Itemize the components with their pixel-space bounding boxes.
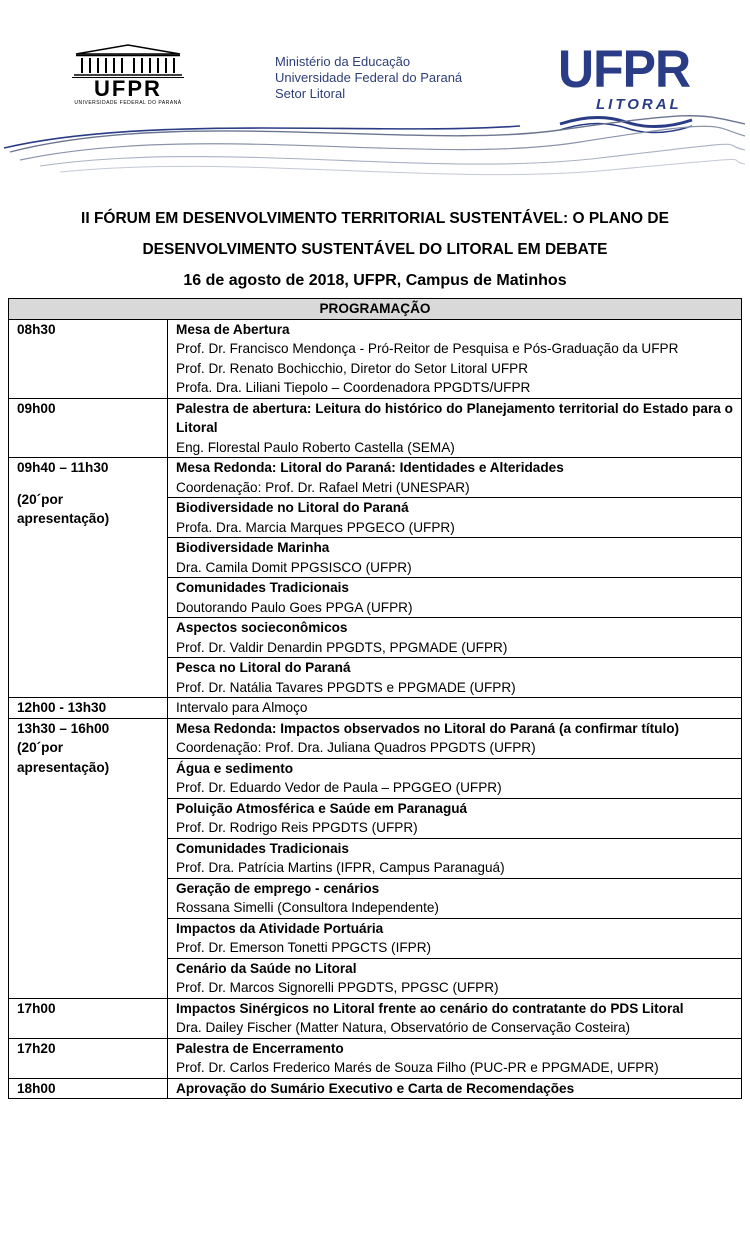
talk-speaker: Prof. Dr. Rodrigo Reis PPGDTS (UFPR) <box>176 820 418 835</box>
talk-speaker: Prof. Dr. Eduardo Vedor de Paula – PPGGEO (UFPR) <box>176 780 502 795</box>
talk-cell <box>168 498 742 538</box>
table-row <box>9 398 742 458</box>
program-header: PROGRAMAÇÃO <box>9 299 742 320</box>
session-title: Palestra de Encerramento <box>176 1040 344 1056</box>
talk-title: Água e sedimento <box>176 760 294 776</box>
row-content: Intervalo para Almoço <box>168 698 742 719</box>
talk-cell <box>168 838 742 878</box>
speaker-line: Prof. Dr. Francisco Mendonça - Pró-Reitor de Pesquisa e Pós-Graduação da UFPR <box>176 341 679 356</box>
speaker-line: Profa. Dra. Liliani Tiepolo – Coordenadora PPGDTS/UFPR <box>176 380 531 395</box>
coordination-line: Coordenação: Prof. Dra. Juliana Quadros PPGDTS (UFPR) <box>176 740 536 755</box>
table-row <box>9 458 742 498</box>
row-time: 09h00 <box>9 398 168 458</box>
sector-line: Setor Litoral <box>275 86 346 101</box>
talk-title: Biodiversidade Marinha <box>176 540 330 555</box>
talk-speaker: Prof. Dr. Emerson Tonetti PPGCTS (IFPR) <box>176 940 432 955</box>
left-logo-word: UFPR <box>94 76 162 101</box>
table-row <box>9 998 742 1038</box>
coordination-line: Coordenação: Prof. Dr. Rafael Metri (UNESPAR) <box>176 479 470 495</box>
table-header-row <box>9 299 742 320</box>
row-content <box>168 1038 742 1078</box>
talk-cell <box>168 618 742 658</box>
talk-cell <box>168 578 742 618</box>
page-header <box>0 0 750 190</box>
talk-title: Comunidades Tradicionais <box>176 840 349 856</box>
decorative-wave <box>0 100 750 190</box>
university-line: Universidade Federal do Paraná <box>275 70 463 85</box>
talk-title: Biodiversidade no Litoral do Paraná <box>176 500 409 515</box>
talk-speaker: Prof. Dr. Natália Tavares PPGDTS e PPGMADE (UFPR) <box>176 679 516 695</box>
row-time-block <box>9 458 168 698</box>
talk-cell <box>168 878 742 918</box>
ministry-line: Ministério da Educação <box>275 54 411 69</box>
title-line-1: II FÓRUM EM DESENVOLVIMENTO TERRITORIAL SUSTENTÁVEL: O PLANO DE <box>81 210 669 227</box>
speaker-line: Prof. Dr. Carlos Frederico Marés de Souza Filho (PUC-PR e PPGMADE, UFPR) <box>176 1060 659 1075</box>
row-time: 13h30 – 16h00 <box>17 720 110 736</box>
row-content <box>168 998 742 1038</box>
row-time: 17h20 <box>9 1038 168 1078</box>
talk-title: Geração de emprego - cenários <box>176 880 380 896</box>
speaker-line: Prof. Dr. Renato Bochicchio, Diretor do Setor Litoral UFPR <box>176 360 529 376</box>
right-logo-word: UFPR <box>558 39 691 99</box>
event-date: 16 de agosto de 2018, UFPR, Campus de Matinhos <box>183 272 567 289</box>
program-table <box>8 298 742 1099</box>
talk-speaker: Doutorando Paulo Goes PPGA (UFPR) <box>176 599 413 615</box>
ufpr-logo-left <box>70 44 186 106</box>
session-title: Aprovação do Sumário Executivo e Carta de Recomendações <box>168 1078 742 1099</box>
presentation-note: (20´por apresentação) <box>17 491 110 526</box>
session-title: Impactos Sinérgicos no Litoral frente ao cenário do contratante do PDS Litoral <box>176 1000 684 1016</box>
talk-cell <box>168 758 742 798</box>
talk-speaker: Rossana Simelli (Consultora Independente) <box>176 900 439 915</box>
row-time: 12h00 - 13h30 <box>9 698 168 719</box>
table-row <box>9 319 742 398</box>
talk-title: Cenário da Saúde no Litoral <box>176 960 357 976</box>
talk-title: Comunidades Tradicionais <box>176 580 349 595</box>
row-time: 17h00 <box>9 998 168 1038</box>
row-content <box>168 458 742 498</box>
talk-title: Impactos da Atividade Portuária <box>176 920 384 936</box>
talk-cell <box>168 538 742 578</box>
talk-cell <box>168 918 742 958</box>
talk-cell <box>168 798 742 838</box>
row-time: 18h00 <box>9 1078 168 1099</box>
talk-cell <box>168 958 742 998</box>
building-icon <box>70 44 186 78</box>
table-row <box>9 718 742 758</box>
left-logo-sub: UNIVERSIDADE FEDERAL DO PARANÁ <box>74 100 182 106</box>
talk-speaker: Prof. Dra. Patrícia Martins (IFPR, Campus Paranaguá) <box>176 860 505 875</box>
presentation-note: (20´por apresentação) <box>17 740 110 775</box>
ministry-block <box>275 54 462 102</box>
session-title: Mesa de Abertura <box>176 321 290 337</box>
row-time: 08h30 <box>9 319 168 398</box>
table-row <box>9 698 742 719</box>
right-logo-sub: LITORAL <box>596 96 682 113</box>
row-content <box>168 319 742 398</box>
speaker-line: Dra. Dailey Fischer (Matter Natura, Observatório de Conservação Costeira) <box>176 1020 631 1035</box>
table-row <box>9 1038 742 1078</box>
session-title: Mesa Redonda: Impactos observados no Litoral do Paraná (a confirmar título) <box>176 720 680 736</box>
talk-speaker: Prof. Dr. Valdir Denardin PPGDTS, PPGMADE (UFPR) <box>176 639 508 655</box>
session-title: Mesa Redonda: Litoral do Paraná: Identidades e Alteridades <box>176 460 564 475</box>
talk-title: Pesca no Litoral do Paraná <box>176 660 351 675</box>
talk-speaker: Dra. Camila Domit PPGSISCO (UFPR) <box>176 559 412 575</box>
row-time: 09h40 – 11h30 <box>17 460 109 475</box>
talk-title: Poluição Atmosférica e Saúde em Paranaguá <box>176 800 468 816</box>
row-content <box>168 398 742 458</box>
talk-cell <box>168 658 742 698</box>
talk-title: Aspectos socieconômicos <box>176 620 348 635</box>
row-time-block <box>9 718 168 998</box>
session-title: Palestra de abertura: Leitura do histórico do Planejamento territorial do Estado para o Litoral <box>176 400 733 435</box>
speaker-line: Eng. Florestal Paulo Roberto Castella (SEMA) <box>176 439 455 455</box>
row-content <box>168 718 742 758</box>
event-title <box>0 203 750 296</box>
talk-speaker: Prof. Dr. Marcos Signorelli PPGDTS, PPGSC (UFPR) <box>176 980 499 995</box>
table-row <box>9 1078 742 1099</box>
talk-speaker: Profa. Dra. Marcia Marques PPGECO (UFPR) <box>176 519 455 535</box>
title-line-2: DESENVOLVIMENTO SUSTENTÁVEL DO LITORAL EM DEBATE <box>142 241 608 258</box>
